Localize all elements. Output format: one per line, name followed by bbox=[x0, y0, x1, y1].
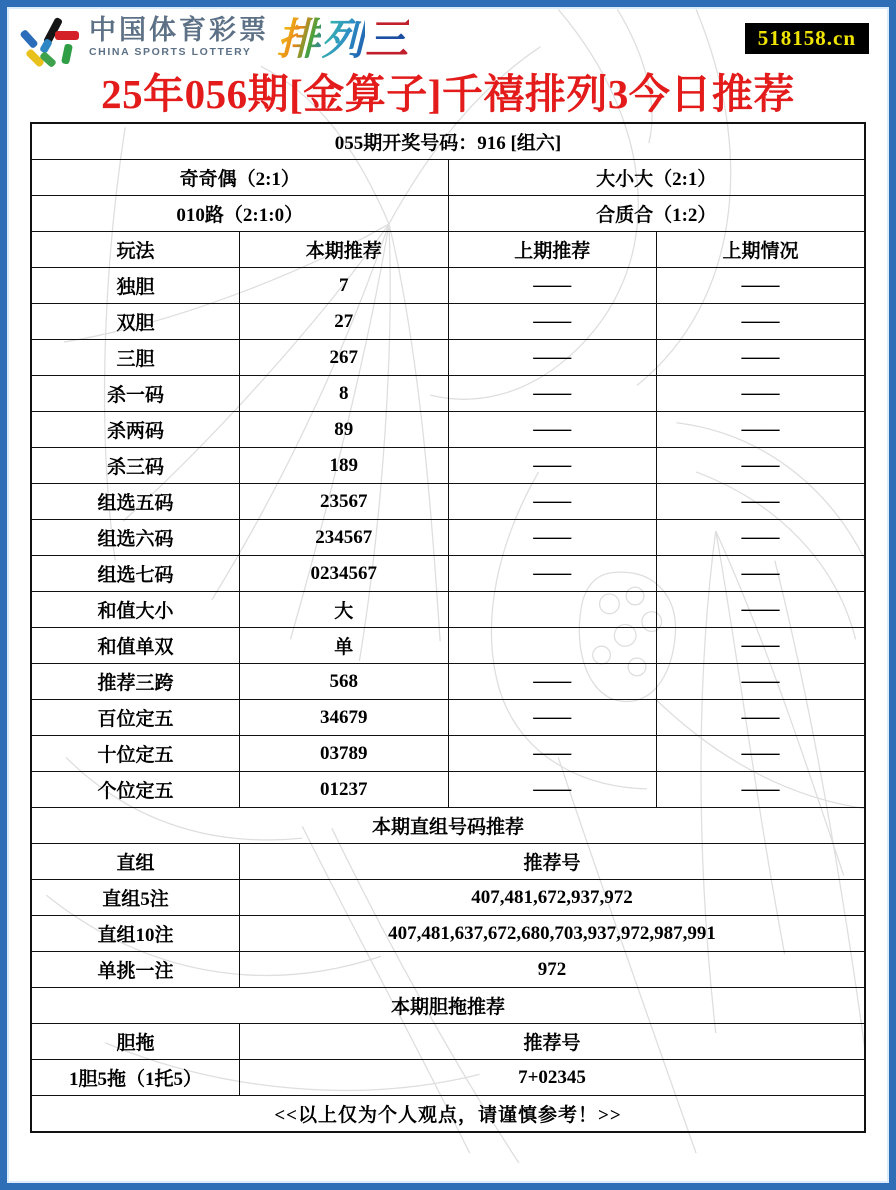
recommendation-table bbox=[30, 122, 866, 1133]
play-status: —— bbox=[657, 412, 866, 448]
play-name: 杀一码 bbox=[31, 376, 240, 412]
play-current: 03789 bbox=[240, 736, 449, 772]
zhizu-section-title: 本期直组号码推荐 bbox=[31, 808, 865, 844]
play-prev: —— bbox=[448, 448, 657, 484]
summary-row-2 bbox=[31, 196, 865, 232]
play-row bbox=[31, 268, 865, 304]
play-status: —— bbox=[657, 304, 866, 340]
play-prev: —— bbox=[448, 772, 657, 808]
zhizu-header-row bbox=[31, 844, 865, 880]
play-prev bbox=[448, 592, 657, 628]
header-prev: 上期推荐 bbox=[448, 232, 657, 268]
play-row bbox=[31, 304, 865, 340]
draw-result-row bbox=[31, 123, 865, 160]
play-name: 组选七码 bbox=[31, 556, 240, 592]
brand-text bbox=[89, 17, 269, 58]
play-name: 双胆 bbox=[31, 304, 240, 340]
brand-name-en: CHINA SPORTS LOTTERY bbox=[89, 46, 252, 58]
play-status: —— bbox=[657, 700, 866, 736]
play-prev: —— bbox=[448, 484, 657, 520]
play-status: —— bbox=[657, 628, 866, 664]
zhizu-label: 单挑一注 bbox=[31, 952, 240, 988]
dantuo-label: 1胆5拖（1托5） bbox=[31, 1060, 240, 1096]
play-status: —— bbox=[657, 664, 866, 700]
play-name: 组选六码 bbox=[31, 520, 240, 556]
play-prev: —— bbox=[448, 376, 657, 412]
draw-result: 055期开奖号码：916 [组六] bbox=[31, 123, 865, 160]
main-table-header-row bbox=[31, 232, 865, 268]
play-status: —— bbox=[657, 376, 866, 412]
play-status: —— bbox=[657, 340, 866, 376]
play-current: 189 bbox=[240, 448, 449, 484]
zhizu-value: 407,481,672,937,972 bbox=[240, 880, 866, 916]
play-status: —— bbox=[657, 772, 866, 808]
play-status: —— bbox=[657, 556, 866, 592]
pailie-char-3: 三 bbox=[365, 16, 409, 64]
zhizu-row bbox=[31, 916, 865, 952]
dantuo-col-label: 胆拖 bbox=[31, 1024, 240, 1060]
play-row bbox=[31, 664, 865, 700]
play-status: —— bbox=[657, 268, 866, 304]
play-name: 杀两码 bbox=[31, 412, 240, 448]
pailie-san-logotype bbox=[277, 15, 409, 65]
play-prev bbox=[448, 628, 657, 664]
pailie-char-1: 排 bbox=[277, 16, 321, 64]
zhizu-row bbox=[31, 952, 865, 988]
zhizu-value: 407,481,637,672,680,703,937,972,987,991 bbox=[240, 916, 866, 952]
play-row bbox=[31, 628, 865, 664]
play-current: 89 bbox=[240, 412, 449, 448]
route-ratio: 010路（2:1:0） bbox=[31, 196, 448, 232]
header-status: 上期情况 bbox=[657, 232, 866, 268]
pailie-char-2: 列 bbox=[321, 16, 365, 64]
play-prev: —— bbox=[448, 340, 657, 376]
play-current: 27 bbox=[240, 304, 449, 340]
play-row bbox=[31, 376, 865, 412]
play-row bbox=[31, 772, 865, 808]
header-current: 本期推荐 bbox=[240, 232, 449, 268]
play-prev: —— bbox=[448, 268, 657, 304]
play-name: 和值大小 bbox=[31, 592, 240, 628]
play-current: 7 bbox=[240, 268, 449, 304]
play-name: 杀三码 bbox=[31, 448, 240, 484]
play-row bbox=[31, 340, 865, 376]
play-name: 组选五码 bbox=[31, 484, 240, 520]
play-current: 大 bbox=[240, 592, 449, 628]
play-prev: —— bbox=[448, 736, 657, 772]
play-status: —— bbox=[657, 484, 866, 520]
play-name: 百位定五 bbox=[31, 700, 240, 736]
play-name: 十位定五 bbox=[31, 736, 240, 772]
summary-row-1 bbox=[31, 160, 865, 196]
play-row bbox=[31, 448, 865, 484]
dantuo-section-title: 本期胆拖推荐 bbox=[31, 988, 865, 1024]
play-name: 推荐三跨 bbox=[31, 664, 240, 700]
play-current: 23567 bbox=[240, 484, 449, 520]
play-status: —— bbox=[657, 592, 866, 628]
play-name: 三胆 bbox=[31, 340, 240, 376]
play-prev: —— bbox=[448, 520, 657, 556]
disclaimer-note: <<以上仅为个人观点，请谨慎参考！>> bbox=[31, 1096, 865, 1133]
footer-note-row bbox=[31, 1096, 865, 1133]
header bbox=[7, 7, 889, 71]
odd-even-ratio: 奇奇偶（2:1） bbox=[31, 160, 448, 196]
play-current: 单 bbox=[240, 628, 449, 664]
hezhi-ratio: 合质合（1:2） bbox=[448, 196, 865, 232]
play-prev: —— bbox=[448, 412, 657, 448]
play-prev: —— bbox=[448, 664, 657, 700]
play-current: 267 bbox=[240, 340, 449, 376]
zhizu-label: 直组10注 bbox=[31, 916, 240, 952]
dantuo-section-title-row bbox=[31, 988, 865, 1024]
header-play: 玩法 bbox=[31, 232, 240, 268]
zhizu-value: 972 bbox=[240, 952, 866, 988]
play-current: 8 bbox=[240, 376, 449, 412]
play-name: 个位定五 bbox=[31, 772, 240, 808]
zhizu-label: 直组5注 bbox=[31, 880, 240, 916]
play-row bbox=[31, 700, 865, 736]
page-title: 25年056期[金算子]千禧排列3今日推荐 bbox=[101, 71, 795, 117]
play-name: 独胆 bbox=[31, 268, 240, 304]
play-row bbox=[31, 736, 865, 772]
zhizu-section-title-row bbox=[31, 808, 865, 844]
zhizu-col-label: 直组 bbox=[31, 844, 240, 880]
brand-name-cn: 中国体育彩票 bbox=[89, 15, 269, 45]
play-row bbox=[31, 520, 865, 556]
big-small-ratio: 大小大（2:1） bbox=[448, 160, 865, 196]
play-status: —— bbox=[657, 448, 866, 484]
play-row bbox=[31, 484, 865, 520]
dantuo-col-value: 推荐号 bbox=[240, 1024, 866, 1060]
play-name: 和值单双 bbox=[31, 628, 240, 664]
play-current: 0234567 bbox=[240, 556, 449, 592]
play-status: —— bbox=[657, 520, 866, 556]
dantuo-row bbox=[31, 1060, 865, 1096]
dantuo-value: 7+02345 bbox=[240, 1060, 866, 1096]
play-current: 01237 bbox=[240, 772, 449, 808]
play-current: 234567 bbox=[240, 520, 449, 556]
play-current: 568 bbox=[240, 664, 449, 700]
site-url-badge[interactable]: 518158.cn bbox=[745, 23, 869, 54]
play-current: 34679 bbox=[240, 700, 449, 736]
play-prev: —— bbox=[448, 700, 657, 736]
play-row bbox=[31, 556, 865, 592]
play-row bbox=[31, 592, 865, 628]
play-row bbox=[31, 412, 865, 448]
dantuo-header-row bbox=[31, 1024, 865, 1060]
play-prev: —— bbox=[448, 556, 657, 592]
zhizu-row bbox=[31, 880, 865, 916]
china-sports-lottery-logo-icon bbox=[23, 17, 79, 69]
play-prev: —— bbox=[448, 304, 657, 340]
zhizu-col-value: 推荐号 bbox=[240, 844, 866, 880]
play-status: —— bbox=[657, 736, 866, 772]
